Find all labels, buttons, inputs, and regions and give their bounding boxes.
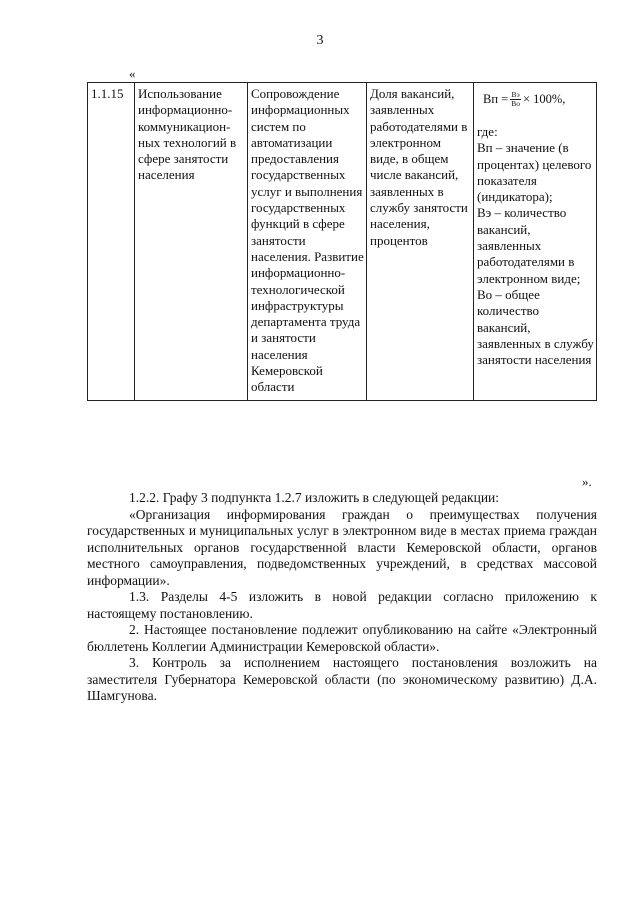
item-number: 1.1.15: [88, 83, 135, 401]
paragraph-3: 3. Контроль за исполнением настоящего постановления возложить на заместителя Губернатора Кемеровской области (по экономическому развитию) Д.А. Шамгунова.: [87, 655, 597, 703]
formula-rhs: × 100%,: [522, 91, 566, 106]
opening-quote: «: [129, 66, 136, 81]
paragraph-quote: «Организация информирования граждан о преимуществах получения государственных и муниципальных услуг в электронном виде в местах приема граждан исполнительных органов государственной власти Кемеровской области, органов местного самоуправления, подведомственных учреждений, в средствах массовой информации».: [87, 506, 597, 588]
formula: [483, 88, 594, 110]
paragraph-2: 2. Настоящее постановление подлежит опубликованию на сайте «Электронный бюллетень Коллегии Администрации Кемеровской области».: [87, 622, 597, 654]
program-table: [87, 82, 597, 401]
measure-name: Использование информационно-коммуникацион-ных технологий в сфере занятости населения: [135, 83, 248, 401]
table-row: [88, 83, 597, 401]
definition-vo: Во – общее количество вакансий, заявленных в службу занятости населения: [477, 286, 594, 368]
resolution-text: [87, 490, 597, 705]
paragraph-1-3: 1.3. Разделы 4-5 изложить в новой редакции согласно приложению к настоящему постановлению.: [87, 589, 597, 621]
definition-vp: Вп – значение (в процентах) целевого показателя (индикатора);: [477, 140, 592, 205]
indicator-name: Доля вакансий, заявленных работодателями в электронном виде, в общем числе вакансий, заявленных в службу занятости населения, процентов: [367, 83, 474, 401]
calculation-method: [474, 83, 597, 401]
formula-denominator: Во: [511, 98, 520, 108]
formula-lhs: Вп =: [483, 91, 509, 106]
closing-quote: ».: [582, 474, 592, 489]
where-label: где:: [477, 124, 498, 139]
formula-fraction: [510, 91, 521, 108]
formula-numerator: Вэ: [511, 89, 520, 99]
definition-ve: Вэ – количество вакансий, заявленных работодателями в электронном виде;: [477, 205, 581, 286]
measure-activity: Сопровождение информационных систем по автоматизации предоставления государственных услуг и выполнения государственных функций в сфере занятости населения. Развитие информационно-технологической инфраструктуры департамента труда и занятости населения Кемеровской области: [248, 83, 367, 401]
page-number: 3: [316, 33, 324, 48]
paragraph-1-2-2: 1.2.2. Графу 3 подпункта 1.2.7 изложить в следующей редакции:: [129, 490, 500, 505]
